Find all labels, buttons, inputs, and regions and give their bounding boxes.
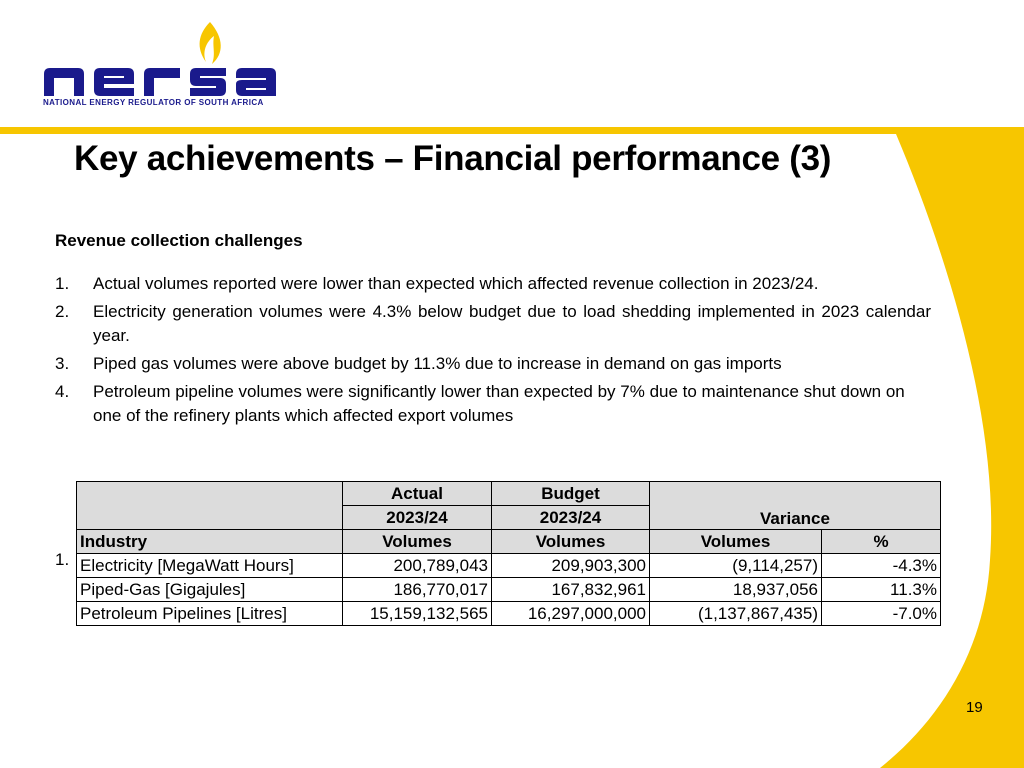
header-variance: Variance — [650, 482, 941, 530]
list-item-number: 4. — [55, 382, 70, 401]
header-divider-band — [0, 127, 1024, 134]
cell-actual: 200,789,043 — [343, 554, 492, 578]
nersa-wordmark — [40, 18, 302, 98]
header-actual-label: Actual — [343, 482, 492, 506]
header-budget-volumes: Volumes — [492, 530, 650, 554]
header-budget-label: Budget — [492, 482, 650, 506]
cell-industry: Petroleum Pipelines [Litres] — [77, 602, 343, 626]
section-subheading: Revenue collection challenges — [55, 231, 303, 250]
cell-pct: -4.3% — [822, 554, 941, 578]
table-row — [77, 578, 941, 602]
header-budget-year: 2023/24 — [492, 506, 650, 530]
cell-pct: -7.0% — [822, 602, 941, 626]
cell-variance: 18,937,056 — [650, 578, 822, 602]
header-variance-pct: % — [822, 530, 941, 554]
list-item-text: Actual volumes reported were lower than expected which affected revenue collection in 2023/24. — [93, 274, 819, 293]
header-variance-volumes: Volumes — [650, 530, 822, 554]
list-item-number: 2. — [55, 302, 70, 321]
list-item — [55, 272, 931, 296]
cell-pct: 11.3% — [822, 578, 941, 602]
header-actual-volumes: Volumes — [343, 530, 492, 554]
challenges-list — [55, 272, 931, 432]
list-item-text: Electricity generation volumes were 4.3% below budget due to load shedding implemented in 2023 calendar year. — [93, 302, 931, 345]
list-item-number: 3. — [55, 354, 70, 373]
header-actual-year: 2023/24 — [343, 506, 492, 530]
table-number: 1. — [55, 550, 70, 569]
list-item — [55, 300, 931, 348]
volumes-table — [76, 481, 941, 626]
list-item-text: Petroleum pipeline volumes were significantly lower than expected by 7% due to maintenance shut down on one of the refinery plants which affected export volumes — [93, 382, 905, 425]
logo-subtitle: NATIONAL ENERGY REGULATOR OF SOUTH AFRICA — [43, 98, 264, 107]
cell-actual: 186,770,017 — [343, 578, 492, 602]
cell-variance: (1,137,867,435) — [650, 602, 822, 626]
cell-budget: 167,832,961 — [492, 578, 650, 602]
cell-actual: 15,159,132,565 — [343, 602, 492, 626]
cell-budget: 16,297,000,000 — [492, 602, 650, 626]
header-industry: Industry — [77, 530, 343, 554]
list-item — [55, 380, 931, 428]
table-row — [77, 554, 941, 578]
cell-budget: 209,903,300 — [492, 554, 650, 578]
slide-title: Key achievements – Financial performance (3) — [74, 139, 832, 178]
list-item — [55, 352, 931, 376]
list-item-number: 1. — [55, 274, 70, 293]
table-row — [77, 602, 941, 626]
flame-icon — [200, 22, 221, 64]
nersa-logo — [40, 18, 302, 110]
cell-variance: (9,114,257) — [650, 554, 822, 578]
table-header-blank — [77, 482, 343, 530]
cell-industry: Electricity [MegaWatt Hours] — [77, 554, 343, 578]
cell-industry: Piped-Gas [Gigajules] — [77, 578, 343, 602]
page-number: 19 — [966, 699, 983, 716]
list-item-text: Piped gas volumes were above budget by 11.3% due to increase in demand on gas imports — [93, 354, 782, 373]
